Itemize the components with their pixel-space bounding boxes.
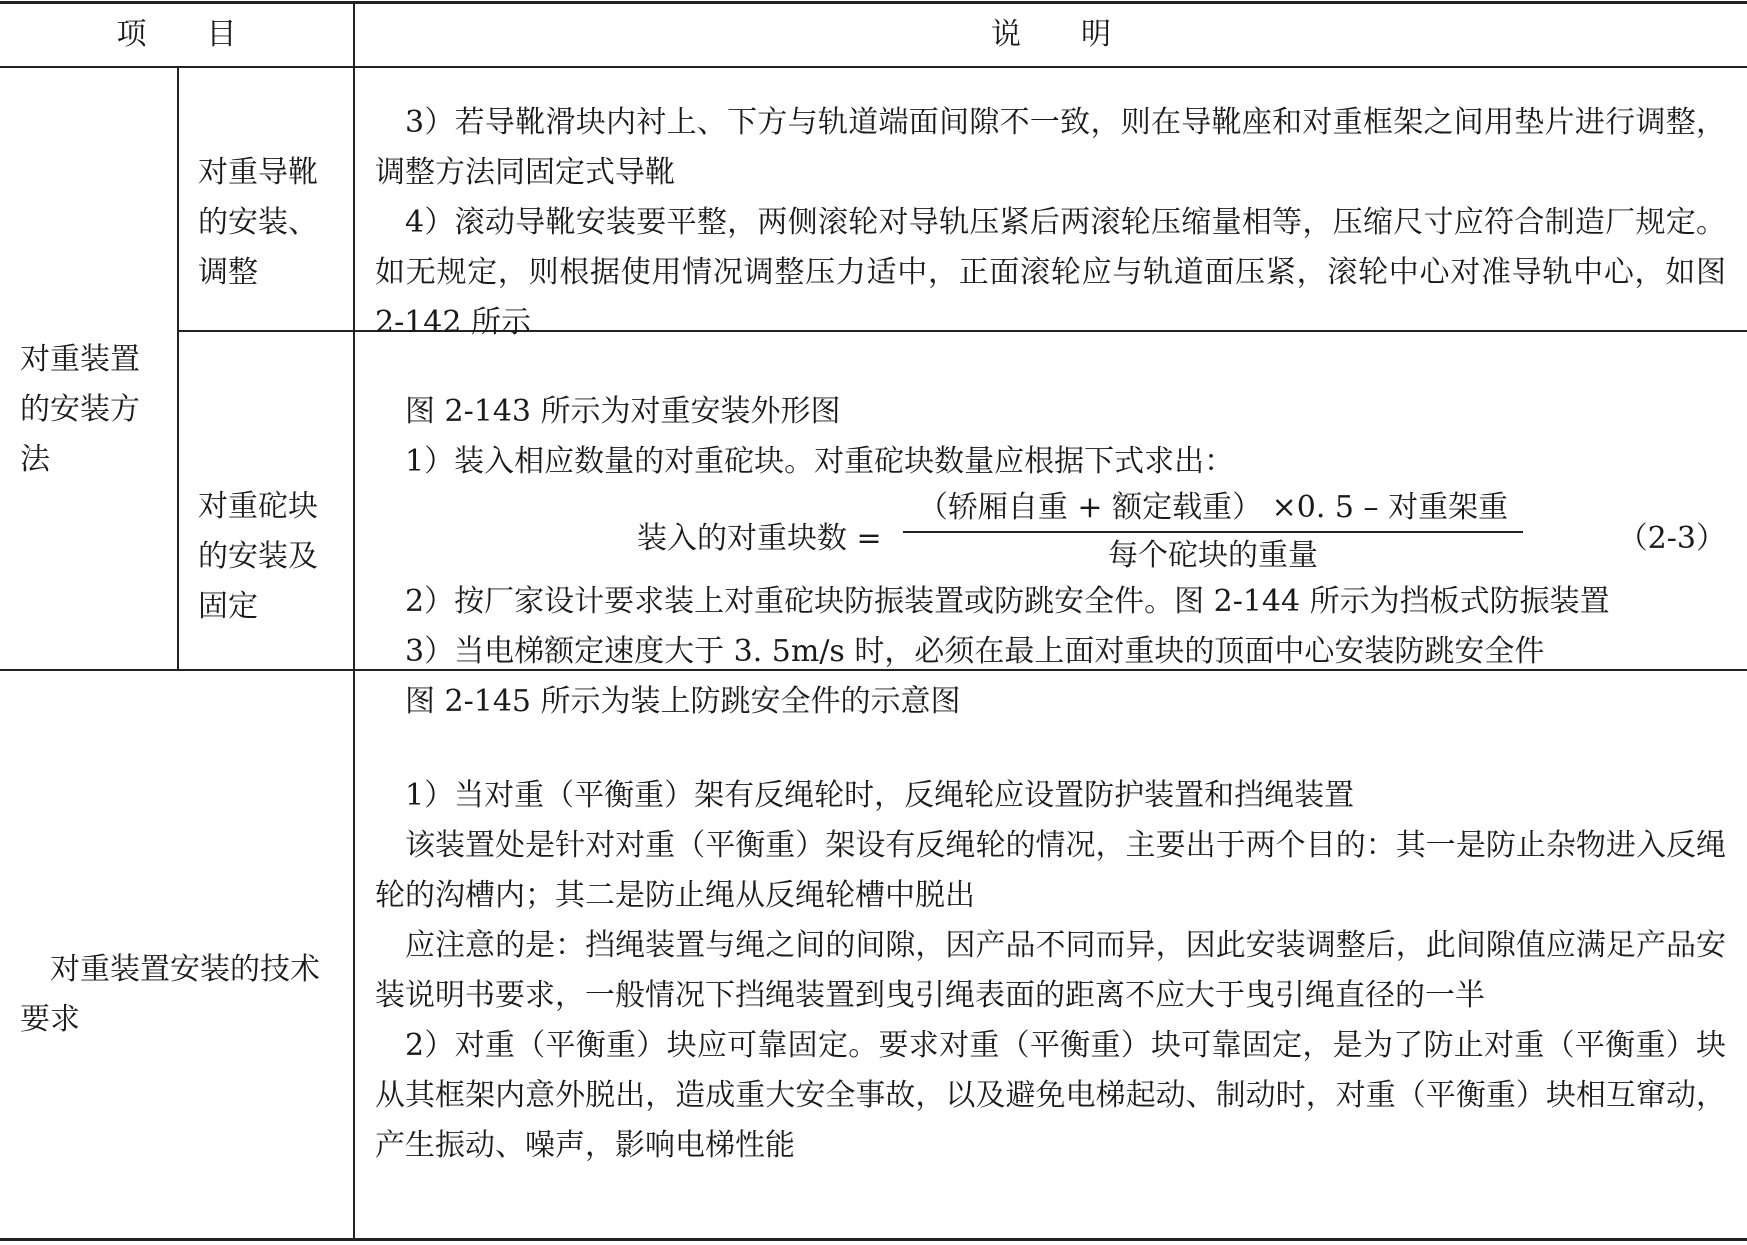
- section2-paragraph-2: 该装置处是针对对重（平衡重）架设有反绳轮的情况，主要出于两个目的：其一是防止杂物进入反绳轮的沟槽内；其二是防止绳从反绳轮槽中脱出: [375, 828, 1726, 913]
- section2-paragraph-1: 1）当对重（平衡重）架有反绳轮时，反绳轮应设置防护装置和挡绳装置: [405, 778, 1355, 813]
- sub2-line-fig143: 图 2-143 所示为对重安装外形图: [405, 394, 841, 429]
- sub2-line-step1: 1）装入相应数量的对重砣块。对重砣块数量应根据下式求出：: [405, 444, 1235, 479]
- formula-denominator: 每个砣块的重量: [1108, 538, 1318, 573]
- formula-lhs: 装入的对重块数 =: [637, 521, 882, 556]
- formula-numerator: （轿厢自重 + 额定载重） ×0. 5 – 对重架重: [917, 490, 1509, 525]
- sub2-line-step2: 2）按厂家设计要求装上对重砣块防振装置或防跳安全件。图 2-144 所示为挡板式防振装置: [405, 584, 1610, 619]
- sub1-label: [198, 148, 338, 298]
- header-item: [0, 4, 353, 66]
- header-description: [355, 4, 1747, 66]
- counterweight-formula: [375, 487, 1726, 577]
- formula-number: （2-3）: [1617, 521, 1726, 556]
- section2-paragraph-4: 2）对重（平衡重）块应可靠固定。要求对重（平衡重）块可靠固定，是为了防止对重（平衡重）块从其框架内意外脱出，造成重大安全事故，以及避免电梯起动、制动时，对重（平衡重）块相互窜动，产生振动、噪声，影响电梯性能: [375, 1028, 1726, 1163]
- section2-label: [20, 945, 340, 1045]
- sub1-paragraph-4: 4）滚动导靴安装要平整，两侧滚轮对导轨压紧后两滚轮压缩量相等，压缩尺寸应符合制造厂规定。如无规定，则根据使用情况调整压力适中，正面滚轮应与轨道面压紧，滚轮中心对准导轨中心，如图 2-142 所示: [375, 205, 1726, 340]
- header-description-text: 说 明: [991, 17, 1111, 52]
- formula-fraction-bar: [903, 531, 1523, 533]
- sub2-label: [198, 482, 338, 632]
- table-bottom-rule: [0, 1238, 1747, 1241]
- sub1-content: [375, 98, 1726, 348]
- sub2-line-fig145: 图 2-145 所示为装上防跳安全件的示意图: [405, 684, 961, 719]
- section2-label-text: 对重装置安装的技术要求: [20, 952, 320, 1037]
- section2-paragraph-3: 应注意的是：挡绳装置与绳之间的间隙，因产品不同而异，因此安装调整后，此间隙值应满足产品安装说明书要求，一般情况下挡绳装置到曳引绳表面的距离不应大于曳引绳直径的一半: [375, 928, 1726, 1013]
- formula-fraction: [903, 487, 1523, 577]
- section1-label: [20, 335, 160, 485]
- sub2-line-step3: 3）当电梯额定速度大于 3. 5m/s 时，必须在最上面对重块的顶面中心安装防跳安全件: [405, 634, 1545, 669]
- section2-content: [375, 771, 1726, 1171]
- section1-label-text: 对重装置的安装方法: [20, 342, 140, 477]
- header-item-text: 项 目: [116, 17, 237, 52]
- col-divider-main: [353, 2, 355, 1240]
- col-divider-sub: [177, 67, 179, 670]
- header-bottom-rule: [0, 66, 1747, 68]
- sub1-label-text: 对重导靴的安装、调整: [198, 155, 318, 290]
- sub1-paragraph-3: 3）若导靴滑块内衬上、下方与轨道端面间隙不一致，则在导靴座和对重框架之间用垫片进行调整，调整方法同固定式导靴: [375, 105, 1726, 190]
- sub2-content: [375, 387, 1726, 727]
- sub2-label-text: 对重砣块的安装及固定: [198, 489, 318, 624]
